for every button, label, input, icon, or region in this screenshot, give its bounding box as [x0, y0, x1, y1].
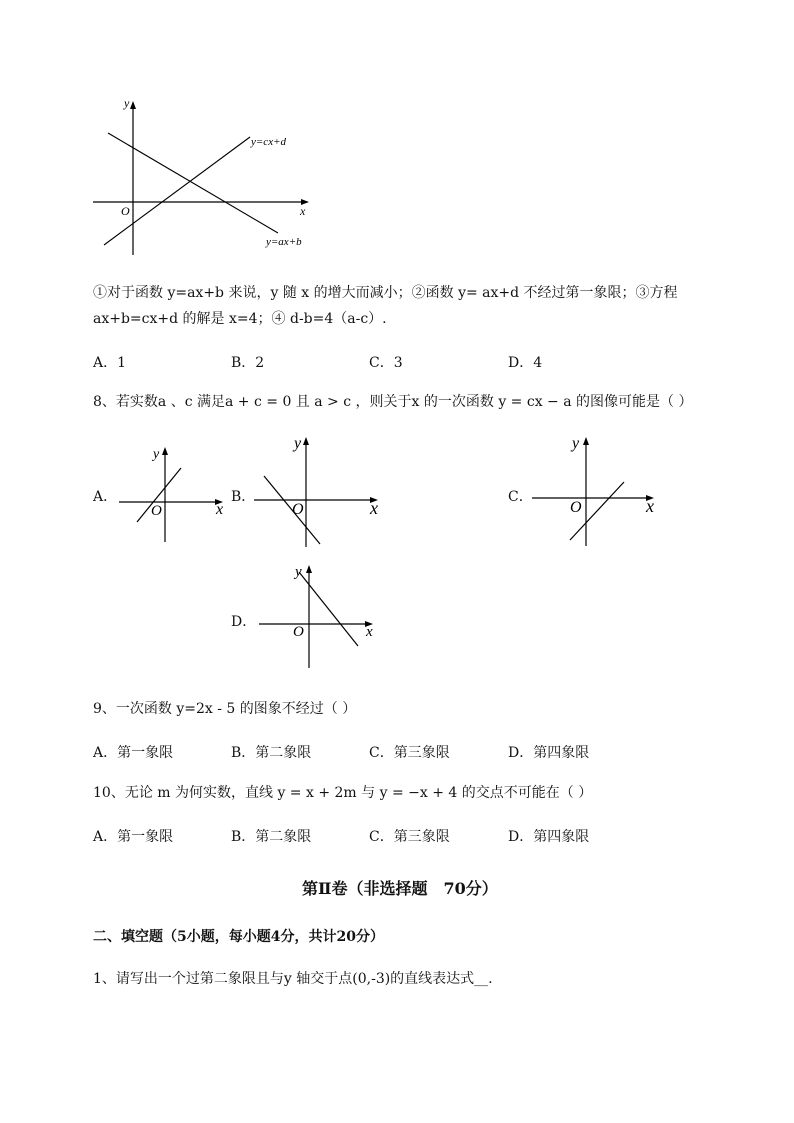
q7-option-d: D．4 [508, 355, 543, 371]
q10-option-d: D．第四象限 [508, 829, 590, 845]
q7-line-cx-d [104, 137, 250, 245]
q8a-origin-label: O [151, 503, 162, 519]
q8b-origin-label: O [292, 501, 304, 518]
q10-stem: 10、无论 m 为何实数，直线 y = x + 2m 与 y = −x + 4 的交点不可能在（ ） [93, 785, 593, 801]
q8d-line [299, 572, 358, 646]
q8-graph-a-letter: A． [93, 489, 118, 505]
q9-stem: 9、一次函数 y=2x - 5 的图象不经过（ ） [93, 701, 357, 717]
q8b-y-arrow [303, 437, 309, 445]
q9-option-c: C．第三象限 [369, 745, 450, 761]
q8d-y-arrow [306, 565, 312, 573]
q8b-x-label: x [370, 498, 378, 518]
q8a-y-label: y [153, 447, 160, 462]
q7-line2-label: y=ax+b [266, 236, 302, 248]
q8c-y-label: y [572, 435, 580, 452]
q7-y-arrow [130, 101, 136, 109]
section2-heading: 二、填空题（5小题，每小题4分，共计20分） [93, 929, 384, 945]
q8-graph-c-letter: C． [508, 489, 533, 505]
q8-stem: 8、若实数a 、c 满足a + c = 0 且 a > c ，则关于x 的一次函数 y = cx − a 的图像可能是（ ） [93, 394, 693, 410]
q7-statement-line2: ax+b=cx+d 的解是 x=4；④ d-b=4（a-c）. [93, 311, 387, 327]
q8d-x-label: x [366, 624, 373, 640]
q10-option-c: C．第三象限 [369, 829, 450, 845]
q7-option-c: C．3 [369, 355, 403, 371]
q7-statement-line1: ①对于函数 y=ax+b 来说，y 随 x 的增大而减小；②函数 y= ax+d 不经过第一象限；③方程 [93, 285, 678, 301]
q7-option-b: B．2 [231, 355, 265, 371]
q8d-origin-label: O [293, 624, 304, 640]
q8a-x-label: x [216, 501, 224, 518]
fill-q1: 1、请写出一个过第二象限且与y 轴交于点(0,-3)的直线表达式__. [93, 971, 493, 987]
q7-line1-label: y=cx+d [251, 136, 286, 148]
q8c-origin-label: O [570, 499, 582, 516]
q7-y-label: y [124, 96, 130, 110]
q8c-x-label: x [646, 496, 654, 516]
q8-graph-b-letter: B． [231, 489, 256, 505]
q8a-y-arrow [162, 447, 168, 455]
q8c-y-arrow [583, 437, 589, 445]
q10-option-b: B．第二象限 [231, 829, 312, 845]
q7-origin-label: O [121, 204, 130, 218]
q8-graph-c [528, 432, 668, 552]
q9-option-a: A．第一象限 [93, 745, 174, 761]
q8-graph-a [115, 442, 235, 547]
q7-x-label: x [300, 204, 306, 218]
q8b-y-label: y [294, 435, 302, 452]
part2-title: 第Ⅱ卷（非选择题 70分） [302, 879, 498, 898]
q8d-y-label: y [295, 564, 302, 580]
q9-option-d: D．第四象限 [508, 745, 590, 761]
q10-option-a: A．第一象限 [93, 829, 174, 845]
q8-graph-b [250, 432, 390, 552]
q8-graph-d-letter: D． [231, 614, 257, 630]
q9-option-b: B．第二象限 [231, 745, 312, 761]
q8-graph-d [255, 560, 385, 672]
q7-figure [88, 95, 328, 260]
q7-option-a: A．1 [93, 355, 127, 371]
